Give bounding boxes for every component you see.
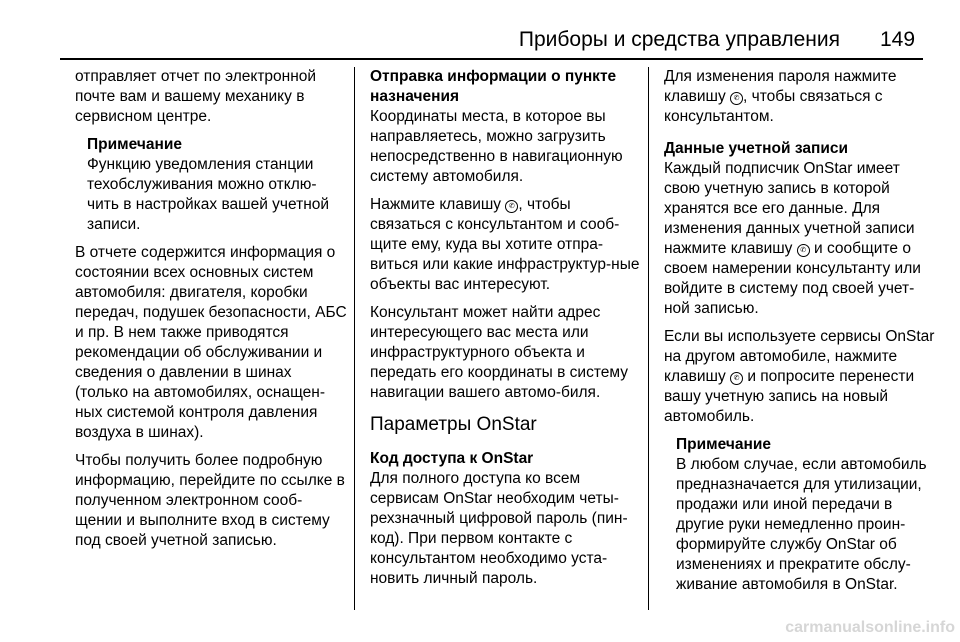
text-run: и сообщите о своем намерении консультанту или войдите в систему под своей учет-ной записью. — [664, 240, 921, 317]
onstar-button-icon: ✆ — [505, 200, 518, 213]
note-text: В любом случае, если автомобиль предназначается для утилизации, продажи или иной передачи в другие руки немедленно проин-формируйте службу OnStar об изменениях и прекратите обслу-живание автомобиля в OnStar. — [676, 456, 927, 593]
paragraph: В отчете содержится информация о состоянии всех основных систем автомобиля: двигателя, коробки передач, подушек безопасности, АБС и пр. В нем также приводятся рекомендации об обслуживании и сведения о давлении в шинах (только на автомобилях, оснащен-ных системой контроля давления воздуха в шинах). — [75, 244, 347, 441]
header-rule — [60, 58, 923, 60]
onstar-button-icon: ✆ — [730, 372, 743, 385]
section-title: Параметры OnStar — [370, 414, 537, 435]
subheading: Данные учетной записи — [664, 140, 849, 157]
paragraph: Чтобы получить более подробную информацию, перейдите по ссылке в полученном электронном сооб-щении и выполните вход в систему под своей учетной записью. — [75, 452, 345, 549]
onstar-button-icon: ✆ — [730, 92, 743, 105]
page-title: Приборы и средства управления — [518, 28, 840, 51]
paragraph — [664, 327, 936, 427]
text-run: Каждый подписчик OnStar имеет свою учетную запись в которой хранятся все его данные. Для изменения данных учетной записи нажмите клавишу — [664, 160, 915, 257]
column-2 — [370, 67, 642, 597]
watermark: carmanualsonline.info — [785, 619, 955, 636]
paragraph — [370, 195, 642, 295]
page-number: 149 — [880, 28, 916, 51]
paragraph — [664, 67, 936, 127]
text-run: Если вы используете сервисы OnStar на другом автомобиле, нажмите клавишу — [664, 328, 935, 385]
paragraph: Координаты места, в которое вы направляетесь, можно загрузить непосредственно в навигационную систему автомобиля. — [370, 108, 623, 185]
text-run: , чтобы связаться с консультантом и сооб-щите ему, куда вы хотите отпра-виться или какие инфраструктур-ные объекты вас интересуют. — [370, 196, 640, 293]
text-run: Для изменения пароля нажмите клавишу — [664, 68, 897, 105]
column-1 — [75, 67, 347, 559]
paragraph: Для полного доступа ко всем сервисам OnStar необходим четы-рехзначный цифровой пароль (пин-код). При первом контакте с консультантом необходимо уста-новить личный пароль. — [370, 470, 628, 587]
text-run: и попросите перенести вашу учетную запись на новый автомобиль. — [664, 368, 915, 425]
paragraph: Консультант может найти адрес интересующего вас места или инфраструктурного объекта и передать его координаты в систему навигации вашего автомо-биля. — [370, 304, 628, 401]
note-block — [676, 435, 936, 595]
note-text: Функцию уведомления станции техобслуживания можно отклю-чить в настройках вашей учетной записи. — [87, 156, 330, 233]
note-block — [87, 135, 347, 235]
column-divider-2 — [648, 67, 649, 610]
text-run: , чтобы связаться с консультантом. — [664, 88, 883, 125]
paragraph — [664, 159, 936, 319]
text-run: Нажмите клавишу — [370, 196, 502, 213]
onstar-button-icon: ✆ — [797, 244, 810, 257]
note-title: Примечание — [87, 136, 182, 153]
column-divider-1 — [354, 67, 355, 610]
note-title: Примечание — [676, 436, 771, 453]
paragraph: отправляет отчет по электронной почте вам и вашему механику в сервисном центре. — [75, 68, 317, 125]
column-3 — [664, 67, 936, 603]
subheading: Код доступа к OnStar — [370, 450, 534, 467]
subheading: Отправка информации о пункте назначения — [370, 68, 617, 105]
